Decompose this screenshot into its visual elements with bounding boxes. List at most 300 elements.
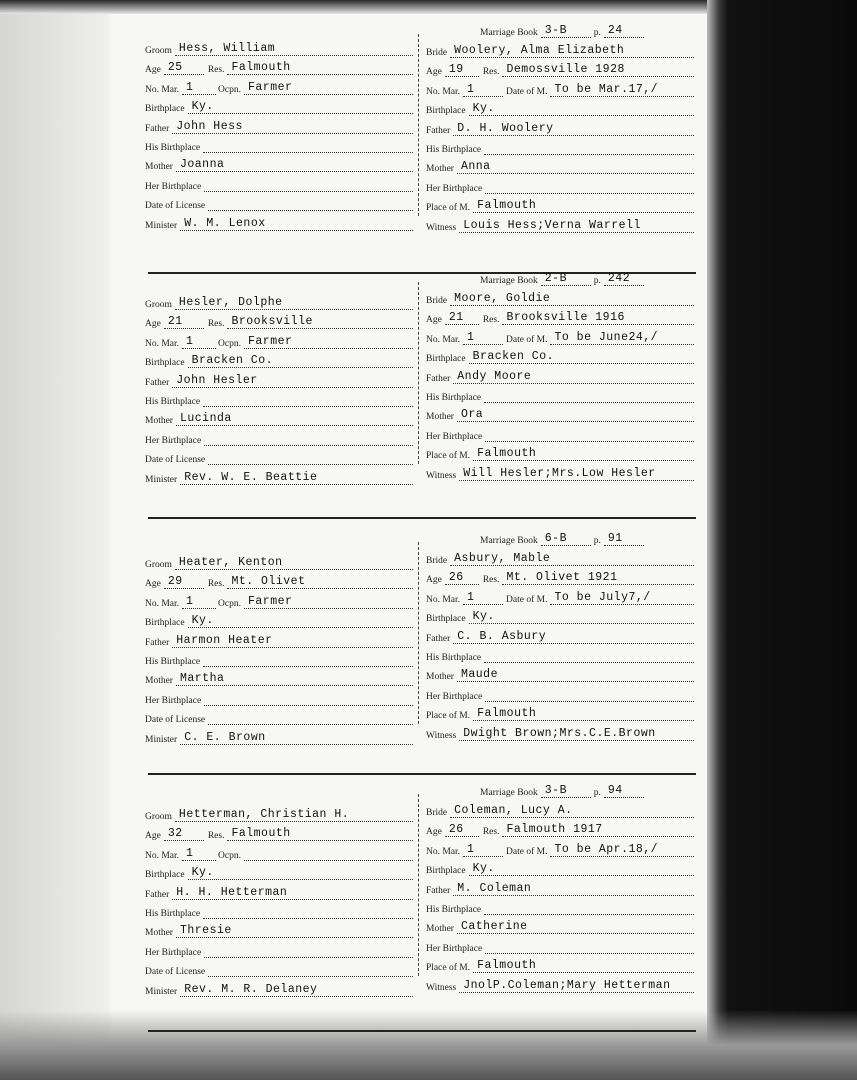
date-of-license-row: [145, 193, 413, 211]
field-line: [244, 846, 413, 861]
field-line: [473, 446, 694, 461]
marriage-book-row: [480, 270, 644, 286]
field-line: [188, 99, 413, 114]
groom-name-value: Hetterman, Christian H.: [178, 808, 350, 821]
bride-row: [426, 288, 694, 306]
groom-age-value: 25: [167, 61, 183, 75]
groom-name-value: Heater, Kenton: [178, 556, 283, 569]
bride-res-value: Brooksville 1916: [506, 311, 625, 325]
mother-label: Mother: [145, 676, 173, 687]
place-of-m-row: [426, 955, 694, 973]
birthplace-row: [145, 610, 413, 628]
field-line: [473, 958, 694, 973]
age-res-row: [426, 59, 694, 77]
field-line: [459, 978, 694, 993]
no-mar-label: No. Mar.: [426, 846, 461, 857]
bride-age-value: 19: [448, 63, 464, 77]
field-line: [203, 652, 413, 667]
bride-res-value: Mt. Olivet 1921: [506, 571, 618, 585]
her-birthplace-row: [145, 428, 413, 446]
place-of-m-row: [426, 195, 694, 213]
field-line: [175, 41, 413, 56]
ocpn-label: Ocpn.: [218, 850, 241, 861]
field-line: [172, 119, 413, 134]
bride-name-value: Moore, Goldie: [454, 292, 551, 305]
groom-res-value: Mt. Olivet: [231, 575, 306, 589]
her-birthplace-row: [426, 424, 694, 442]
his-birthplace-label: His Birthplace: [145, 657, 201, 667]
father-row: [145, 630, 413, 648]
field-line: [164, 60, 204, 75]
ocpn-label: Ocpn.: [218, 338, 241, 349]
bride-name-value: Woolery, Alma Elizabeth: [454, 44, 625, 57]
her-birthplace-row: [145, 940, 413, 958]
no-mar-ocpn-row: [145, 591, 413, 609]
groom-father-value: John Hess: [176, 119, 243, 133]
bride-no-mar-value: 1: [467, 842, 475, 856]
groom-age-value: 29: [167, 575, 183, 589]
no-mar-date-row: [426, 79, 694, 97]
groom-mother-value: Joanna: [179, 158, 225, 172]
groom-minister-value: C. E. Brown: [184, 730, 266, 744]
mother-row: [426, 664, 694, 682]
field-line: [550, 330, 694, 345]
field-line: [473, 198, 694, 213]
his-birthplace-label: His Birthplace: [426, 905, 482, 915]
field-line: [175, 295, 413, 310]
groom-res-value: Falmouth: [231, 827, 291, 841]
bride-place-of-m-value: Falmouth: [477, 447, 537, 461]
bride-res-value: Falmouth 1917: [506, 823, 603, 837]
marriage-book-label: Marriage Book: [480, 28, 538, 38]
field-line: [188, 865, 413, 880]
field-line: [180, 982, 413, 997]
bride-label: Bride: [426, 296, 448, 306]
place-of-m-label: Place of M.: [426, 711, 471, 722]
her-birthplace-label: Her Birthplace: [145, 695, 202, 706]
his-birthplace-row: [145, 135, 413, 153]
age-res-row: [426, 819, 694, 837]
field-line: [550, 82, 694, 97]
his-birthplace-row: [145, 649, 413, 667]
witness-row: [426, 975, 694, 993]
ocpn-label: Ocpn.: [218, 598, 241, 609]
field-line: [484, 388, 694, 403]
date-of-license-label: Date of License: [145, 455, 206, 466]
groom-row: [145, 804, 413, 822]
bride-no-mar-value: 1: [467, 590, 475, 604]
bride-date-of-m-value: To be July7,/: [554, 590, 651, 604]
field-line: [550, 842, 694, 857]
age-res-row: [426, 307, 694, 325]
his-birthplace-label: His Birthplace: [426, 393, 482, 403]
bride-birthplace-value: Ky.: [472, 102, 495, 116]
father-label: Father: [426, 373, 451, 384]
birthplace-label: Birthplace: [145, 104, 185, 115]
ocpn-label: Ocpn.: [218, 84, 241, 95]
date-of-m-label: Date of M.: [506, 846, 548, 857]
bride-father-value: D. H. Woolery: [457, 121, 554, 135]
field-line: [457, 407, 694, 422]
his-birthplace-label: His Birthplace: [145, 909, 201, 919]
field-line: [453, 369, 694, 384]
marriage-book-label: Marriage Book: [480, 788, 538, 798]
groom-row: [145, 38, 413, 56]
field-line: [459, 218, 694, 233]
field-line: [453, 121, 694, 136]
field-line: [188, 613, 413, 628]
field-line: [164, 314, 204, 329]
bride-age-value: 26: [448, 571, 464, 585]
field-line: [204, 177, 413, 192]
her-birthplace-row: [426, 176, 694, 194]
place-of-m-row: [426, 443, 694, 461]
field-line: [550, 590, 694, 605]
field-line: [175, 555, 413, 570]
age-label: Age: [145, 579, 161, 590]
his-birthplace-row: [426, 897, 694, 915]
bride-res-value: Demossville 1928: [506, 63, 625, 77]
field-line: [485, 687, 694, 702]
res-label: Res.: [482, 315, 500, 326]
field-line: [204, 431, 413, 446]
field-line: [453, 881, 694, 896]
field-line: [182, 334, 216, 349]
field-line: [172, 373, 413, 388]
no-mar-date-row: [426, 587, 694, 605]
date-of-m-label: Date of M.: [506, 334, 548, 345]
field-line: [182, 594, 216, 609]
father-label: Father: [145, 377, 170, 388]
minister-row: [145, 979, 413, 997]
field-line: [180, 216, 413, 231]
field-line: [473, 706, 694, 721]
date-of-license-row: [145, 959, 413, 977]
groom-name-value: Hess, William: [178, 42, 276, 55]
bride-mother-value: Catherine: [460, 920, 528, 934]
age-label: Age: [145, 831, 161, 842]
groom-father-value: John Hesler: [176, 373, 258, 387]
groom-age-value: 32: [167, 827, 183, 841]
field-line: [450, 551, 694, 566]
bride-witness-value: JnolP.Coleman;Mary Hetterman: [463, 978, 671, 992]
father-label: Father: [426, 885, 451, 896]
bride-place-of-m-value: Falmouth: [477, 707, 537, 721]
field-line: [469, 101, 694, 116]
field-line: [459, 726, 694, 741]
no-mar-date-row: [426, 327, 694, 345]
field-line: [484, 140, 694, 155]
father-row: [145, 370, 413, 388]
groom-no-mar-value: 1: [186, 80, 194, 94]
minister-row: [145, 213, 413, 231]
groom-label: Groom: [145, 46, 172, 56]
field-line: [445, 62, 479, 77]
bride-no-mar-value: 1: [467, 82, 475, 96]
field-line: [203, 138, 413, 153]
left-margin-shadow: [0, 0, 110, 1080]
groom-birthplace-value: Ky.: [191, 866, 214, 880]
mother-label: Mother: [426, 672, 454, 683]
place-of-m-row: [426, 703, 694, 721]
mother-label: Mother: [145, 162, 173, 173]
father-row: [145, 116, 413, 134]
field-line: [604, 271, 644, 286]
field-line: [541, 783, 591, 798]
date-of-license-label: Date of License: [145, 201, 206, 212]
res-label: Res.: [207, 831, 225, 842]
groom-row: [145, 292, 413, 310]
bride-mother-value: Ora: [460, 408, 484, 422]
father-row: [426, 626, 694, 644]
bride-date-of-m-value: To be Apr.18,/: [554, 842, 659, 856]
his-birthplace-label: His Birthplace: [145, 397, 201, 407]
groom-ocpn-value: Farmer: [248, 334, 293, 348]
place-of-m-label: Place of M.: [426, 963, 471, 974]
record-separator: [148, 773, 696, 775]
field-line: [164, 574, 204, 589]
birthplace-row: [145, 96, 413, 114]
groom-row: [145, 552, 413, 570]
mother-label: Mother: [145, 416, 173, 427]
groom-birthplace-value: Ky.: [191, 614, 214, 628]
mother-row: [426, 916, 694, 934]
father-label: Father: [145, 637, 170, 648]
marriage-book-label: Marriage Book: [480, 276, 538, 286]
groom-mother-value: Martha: [179, 672, 225, 686]
birthplace-label: Birthplace: [426, 614, 466, 625]
no-mar-label: No. Mar.: [426, 594, 461, 605]
bride-no-mar-value: 1: [467, 330, 475, 344]
field-line: [469, 349, 694, 364]
her-birthplace-label: Her Birthplace: [145, 435, 202, 446]
mother-row: [145, 668, 413, 686]
column-divider: [418, 542, 419, 724]
his-birthplace-row: [145, 389, 413, 407]
record-separator: [148, 1030, 696, 1032]
field-line: [176, 923, 413, 938]
age-label: Age: [145, 319, 161, 330]
field-line: [450, 803, 694, 818]
age-res-row: [145, 823, 413, 841]
birthplace-row: [426, 98, 694, 116]
birthplace-row: [426, 858, 694, 876]
bride-birthplace-value: Bracken Co.: [472, 350, 554, 364]
bride-birthplace-value: Ky.: [472, 862, 495, 876]
mother-label: Mother: [426, 924, 454, 935]
field-line: [204, 691, 413, 706]
field-line: [485, 939, 694, 954]
mother-label: Mother: [426, 164, 454, 175]
witness-row: [426, 463, 694, 481]
bride-date-of-m-value: To be June24,/: [554, 330, 659, 344]
page-label: p.: [593, 788, 601, 798]
field-line: [485, 427, 694, 442]
minister-row: [145, 727, 413, 745]
marriage-book-page-value: 94: [607, 784, 623, 797]
age-res-row: [426, 567, 694, 585]
page-label: p.: [593, 536, 601, 546]
no-mar-label: No. Mar.: [145, 84, 180, 95]
res-label: Res.: [482, 67, 500, 78]
birthplace-label: Birthplace: [145, 358, 185, 369]
field-line: [502, 310, 694, 325]
field-line: [604, 783, 644, 798]
bride-witness-value: Louis Hess;Verna Warrell: [463, 218, 641, 232]
her-birthplace-label: Her Birthplace: [145, 947, 202, 958]
groom-father-value: H. H. Hetterman: [176, 885, 288, 899]
her-birthplace-label: Her Birthplace: [426, 183, 483, 194]
bottom-edge-shadow: [0, 1010, 857, 1080]
field-line: [208, 962, 413, 977]
field-line: [227, 60, 413, 75]
father-label: Father: [426, 633, 451, 644]
column-divider: [418, 282, 419, 464]
age-label: Age: [426, 67, 442, 78]
her-birthplace-label: Her Birthplace: [145, 181, 202, 192]
field-line: [244, 80, 413, 95]
bride-age-value: 21: [448, 311, 464, 325]
mother-row: [145, 408, 413, 426]
bride-name-value: Asbury, Mable: [454, 552, 551, 565]
field-line: [604, 531, 644, 546]
field-line: [176, 411, 413, 426]
field-line: [484, 648, 694, 663]
groom-minister-value: Rev. W. E. Beattie: [184, 470, 318, 484]
age-label: Age: [145, 65, 161, 76]
field-line: [175, 807, 413, 822]
groom-birthplace-value: Ky.: [191, 100, 214, 114]
bride-age-value: 26: [448, 823, 464, 837]
age-label: Age: [426, 827, 442, 838]
res-label: Res.: [482, 827, 500, 838]
his-birthplace-row: [426, 385, 694, 403]
field-line: [204, 943, 413, 958]
witness-label: Witness: [426, 982, 457, 993]
marriage-book-page-value: 242: [607, 272, 631, 285]
groom-ocpn-value: Farmer: [248, 594, 293, 608]
birthplace-label: Birthplace: [426, 866, 466, 877]
groom-father-value: Harmon Heater: [176, 633, 273, 647]
column-divider: [418, 794, 419, 976]
res-label: Res.: [207, 65, 225, 76]
page-label: p.: [593, 28, 601, 38]
no-mar-date-row: [426, 839, 694, 857]
bride-label: Bride: [426, 556, 448, 566]
groom-age-value: 21: [167, 315, 183, 329]
res-label: Res.: [482, 575, 500, 586]
no-mar-label: No. Mar.: [145, 850, 180, 861]
field-line: [450, 43, 694, 58]
minister-label: Minister: [145, 220, 178, 231]
minister-label: Minister: [145, 734, 178, 745]
birthplace-row: [145, 862, 413, 880]
groom-name-value: Hesler, Dolphe: [178, 296, 283, 309]
mother-row: [145, 154, 413, 172]
groom-label: Groom: [145, 812, 172, 822]
bride-name-value: Coleman, Lucy A.: [454, 804, 573, 817]
age-label: Age: [426, 575, 442, 586]
her-birthplace-label: Her Birthplace: [426, 431, 483, 442]
field-line: [445, 310, 479, 325]
field-line: [469, 861, 694, 876]
field-line: [502, 62, 694, 77]
groom-label: Groom: [145, 560, 172, 570]
date-of-m-label: Date of M.: [506, 594, 548, 605]
father-label: Father: [145, 889, 170, 900]
birthplace-row: [145, 350, 413, 368]
field-line: [208, 450, 413, 465]
bride-mother-value: Maude: [460, 668, 498, 682]
father-row: [426, 366, 694, 384]
field-line: [604, 23, 644, 38]
groom-res-value: Brooksville: [231, 315, 313, 329]
marriage-book-row: [480, 22, 644, 38]
no-mar-ocpn-row: [145, 77, 413, 95]
date-of-license-label: Date of License: [145, 967, 206, 978]
marriage-book-value: 3-B: [544, 784, 567, 797]
res-label: Res.: [207, 319, 225, 330]
date-of-license-label: Date of License: [145, 715, 206, 726]
res-label: Res.: [207, 579, 225, 590]
bride-witness-value: Dwight Brown;Mrs.C.E.Brown: [463, 726, 656, 740]
her-birthplace-row: [426, 936, 694, 954]
marriage-book-row: [480, 530, 644, 546]
groom-minister-value: Rev. M. R. Delaney: [184, 982, 318, 996]
his-birthplace-row: [426, 137, 694, 155]
field-line: [541, 531, 591, 546]
field-line: [188, 353, 413, 368]
no-mar-ocpn-row: [145, 331, 413, 349]
birthplace-label: Birthplace: [145, 618, 185, 629]
his-birthplace-label: His Birthplace: [426, 145, 482, 155]
his-birthplace-row: [426, 645, 694, 663]
groom-no-mar-value: 1: [186, 334, 194, 348]
field-line: [459, 466, 694, 481]
field-line: [484, 900, 694, 915]
witness-row: [426, 215, 694, 233]
field-line: [182, 80, 216, 95]
field-line: [502, 570, 694, 585]
mother-row: [426, 156, 694, 174]
field-line: [182, 846, 216, 861]
marriage-book-value: 2-B: [544, 272, 567, 285]
field-line: [180, 730, 413, 745]
field-line: [463, 842, 503, 857]
her-birthplace-label: Her Birthplace: [426, 943, 483, 954]
birthplace-label: Birthplace: [426, 106, 466, 117]
bride-witness-value: Will Hesler;Mrs.Low Hesler: [463, 466, 656, 480]
mother-label: Mother: [426, 412, 454, 423]
witness-label: Witness: [426, 730, 457, 741]
field-line: [227, 314, 413, 329]
field-line: [457, 919, 694, 934]
no-mar-ocpn-row: [145, 843, 413, 861]
field-line: [457, 667, 694, 682]
bride-birthplace-value: Ky.: [472, 610, 495, 624]
marriage-book-value: 6-B: [544, 532, 567, 545]
no-mar-label: No. Mar.: [145, 338, 180, 349]
place-of-m-label: Place of M.: [426, 451, 471, 462]
her-birthplace-row: [426, 684, 694, 702]
bride-father-value: Andy Moore: [457, 369, 532, 383]
field-line: [227, 574, 413, 589]
witness-label: Witness: [426, 222, 457, 233]
bride-father-value: M. Coleman: [457, 881, 532, 895]
field-line: [463, 82, 503, 97]
groom-label: Groom: [145, 300, 172, 310]
father-row: [426, 118, 694, 136]
